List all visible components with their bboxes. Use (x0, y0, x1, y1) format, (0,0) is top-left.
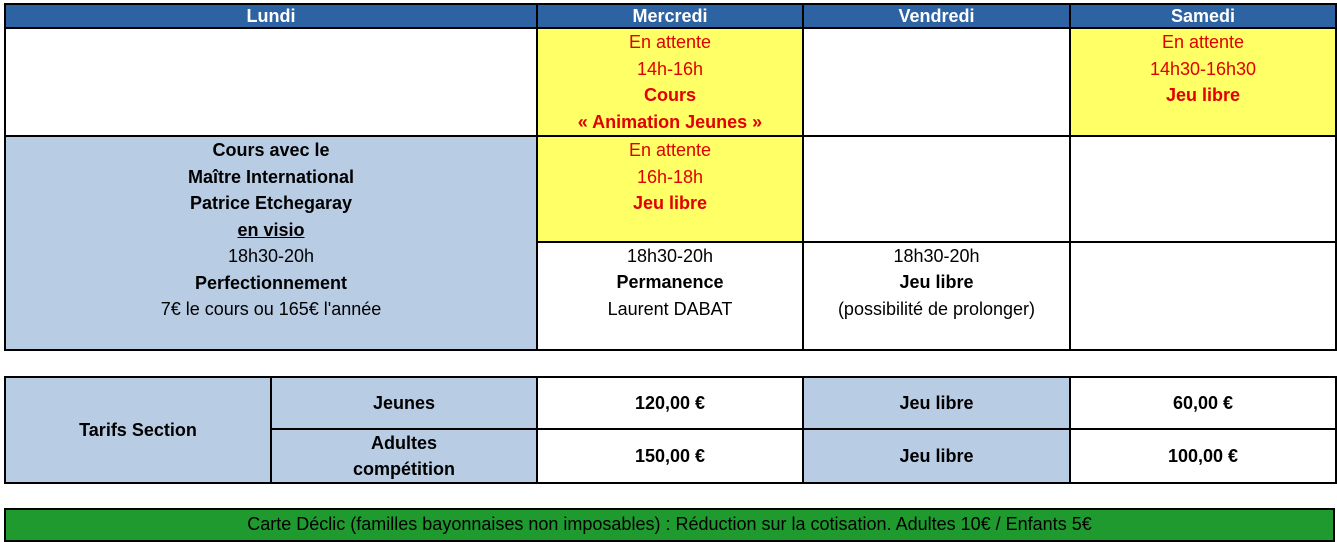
lundi-course-line1: Cours avec le (212, 140, 330, 160)
vendredi-late-cell (803, 136, 1070, 242)
lundi-afternoon-cell (5, 28, 537, 136)
lundi-course-price: 7€ le cours ou 165€ l'année (160, 299, 382, 319)
header-vendredi: Vendredi (803, 4, 1070, 28)
lundi-course-cell (5, 136, 537, 350)
tarifs-price-jeunes: 120,00 € (537, 377, 803, 429)
mercredi-slot1-title: Cours (643, 85, 696, 105)
lundi-course-teacher: Patrice Etchegaray (189, 193, 353, 213)
mercredi-slot1-time: 14h-16h (636, 58, 704, 79)
mercredi-slot2-status: En attente (628, 140, 712, 160)
samedi-slot1-title: Jeu libre (1165, 85, 1241, 105)
mercredi-evening-host: Laurent DABAT (607, 298, 733, 319)
lundi-course-mode: en visio (237, 219, 305, 240)
mercredi-slot2-time: 16h-18h (636, 166, 704, 187)
vendredi-evening-time: 18h30-20h (893, 245, 980, 266)
header-samedi: Samedi (1070, 4, 1336, 28)
tarifs-price2-jeunes: 60,00 € (1070, 377, 1336, 429)
vendredi-evening-title: Jeu libre (899, 272, 974, 293)
tarifs-label-adultes: Jeu libre (803, 429, 1070, 483)
samedi-afternoon-cell (1070, 28, 1336, 136)
tarifs-row-jeunes (5, 377, 1336, 429)
mercredi-slot1-subtitle: « Animation Jeunes » (577, 111, 763, 132)
mercredi-evening-cell (537, 242, 803, 350)
tarifs-category-adultes (271, 429, 537, 483)
vendredi-evening-cell (803, 242, 1070, 350)
schedule-table (4, 3, 1337, 351)
vendredi-afternoon-cell (803, 28, 1070, 136)
mercredi-slot2-title: Jeu libre (632, 193, 708, 213)
tarifs-category-adultes-line1: Adultes (370, 433, 437, 453)
samedi-slot1-status: En attente (1161, 32, 1245, 52)
tarifs-price2-adultes: 100,00 € (1070, 429, 1336, 483)
tarifs-category-jeunes: Jeunes (271, 377, 537, 429)
tarifs-category-adultes-line2: compétition (353, 459, 455, 479)
mercredi-afternoon-cell (537, 28, 803, 136)
mercredi-evening-title: Permanence (616, 272, 724, 293)
schedule-row-late-afternoon (5, 136, 1336, 242)
mercredi-evening-time: 18h30-20h (626, 245, 714, 266)
samedi-late-cell (1070, 136, 1336, 242)
lundi-course-line2: Maître International (187, 166, 355, 187)
header-mercredi: Mercredi (537, 4, 803, 28)
mercredi-slot1-status: En attente (628, 32, 712, 52)
vendredi-evening-note: (possibilité de prolonger) (837, 298, 1036, 319)
tarifs-price-adultes: 150,00 € (537, 429, 803, 483)
tarifs-label-jeunes: Jeu libre (803, 377, 1070, 429)
samedi-evening-cell (1070, 242, 1336, 350)
schedule-header-row (5, 4, 1336, 28)
carte-declic-banner: Carte Déclic (familles bayonnaises non imposables) : Réduction sur la cotisation. Adultes 10€ / Enfants 5€ (4, 508, 1335, 542)
samedi-slot1-time: 14h30-16h30 (1149, 58, 1257, 79)
schedule-row-afternoon (5, 28, 1336, 136)
mercredi-late-cell (537, 136, 803, 242)
tarifs-section-label: Tarifs Section (5, 377, 271, 483)
tarifs-table (4, 376, 1337, 484)
header-lundi: Lundi (5, 4, 537, 28)
lundi-course-level: Perfectionnement (194, 272, 348, 293)
lundi-course-time: 18h30-20h (227, 246, 315, 266)
